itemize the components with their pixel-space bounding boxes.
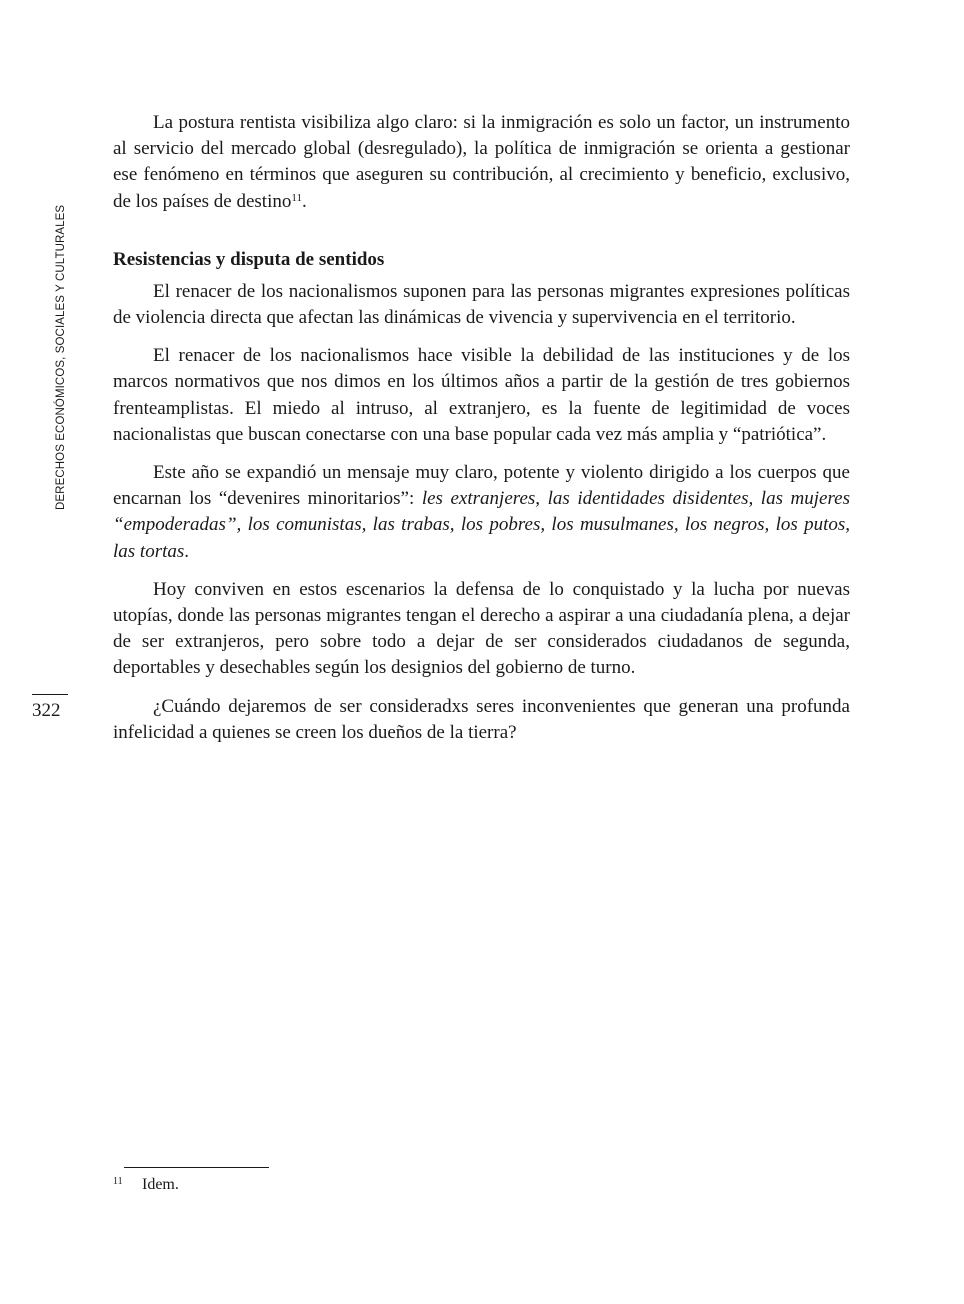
paragraph-5: ¿Cuándo dejaremos de ser consideradxs seres inconvenientes que generan una profunda infelicidad a quienes se creen los dueños de la tierra? — [113, 695, 850, 743]
footnote-text: Idem. — [142, 1176, 179, 1193]
paragraph-3-end: . — [184, 540, 190, 562]
paragraph-1: El renacer de los nacionalismos suponen para las personas migrantes expresiones políticas de violencia directa que afectan las dinámicas de vivencia y supervivencia en el territorio. — [113, 280, 850, 329]
paragraph-3-italic: les extranjeres, las identidades disidentes, las mujeres “empoderadas”, los comunistas, las trabas, los pobres, los musulmanes, los negros, los putos, las tortas — [113, 488, 850, 562]
footnote — [113, 1176, 179, 1194]
footnote-reference[interactable]: 11 — [291, 191, 302, 204]
running-header-vertical: DERECHOS ECONÓMICOS, SOCIALES Y CULTURALES — [55, 204, 67, 510]
section-heading: Resistencias y disputa de sentidos — [113, 248, 385, 270]
page-number: 322 — [32, 700, 61, 721]
paragraph-rentist-text: La postura rentista visibiliza algo claro: si la inmigración es solo un factor, un instrumento al servicio del mercado global (desregulado), la política de inmigración se orienta a gestionar ese fenómeno en términos que aseguren su contribución, al crecimiento y beneficio, exclusivo, de los países de destino — [113, 112, 850, 212]
footnote-number: 11 — [113, 1176, 123, 1187]
paragraph-4: Hoy conviven en estos escenarios la defensa de lo conquistado y la lucha por nuevas utopías, donde las personas migrantes tengan el derecho a aspirar a una ciudadanía plena, a dejar de ser extranjeros, pero sobre todo a dejar de ser considerados ciudadanos de segunda, deportables y desechables según los designios del gobierno de turno. — [113, 578, 850, 679]
paragraph-rentist — [113, 110, 850, 215]
paragraph-3 — [113, 460, 850, 565]
paragraph-3-start: Este año se expandió un mensaje muy claro, potente y violento dirigido a los cuerpos que encarnan los “devenires minoritarios”: — [113, 462, 850, 510]
paragraph-2: El renacer de los nacionalismos hace visible la debilidad de las instituciones y de los marcos normativos que nos dimos en los últimos años a partir de la gestión de tres gobiernos frenteamplistas. El miedo al intruso, al extranjero, es la fuente de legitimidad de voces nacionalistas que buscan conectarse con una base popular cada vez más amplia y “patriótica”. — [113, 345, 850, 445]
footnote-rule — [124, 1167, 269, 1168]
page-number-rule — [32, 694, 68, 695]
main-text — [113, 110, 850, 758]
paragraph-rentist-end: . — [301, 190, 307, 212]
